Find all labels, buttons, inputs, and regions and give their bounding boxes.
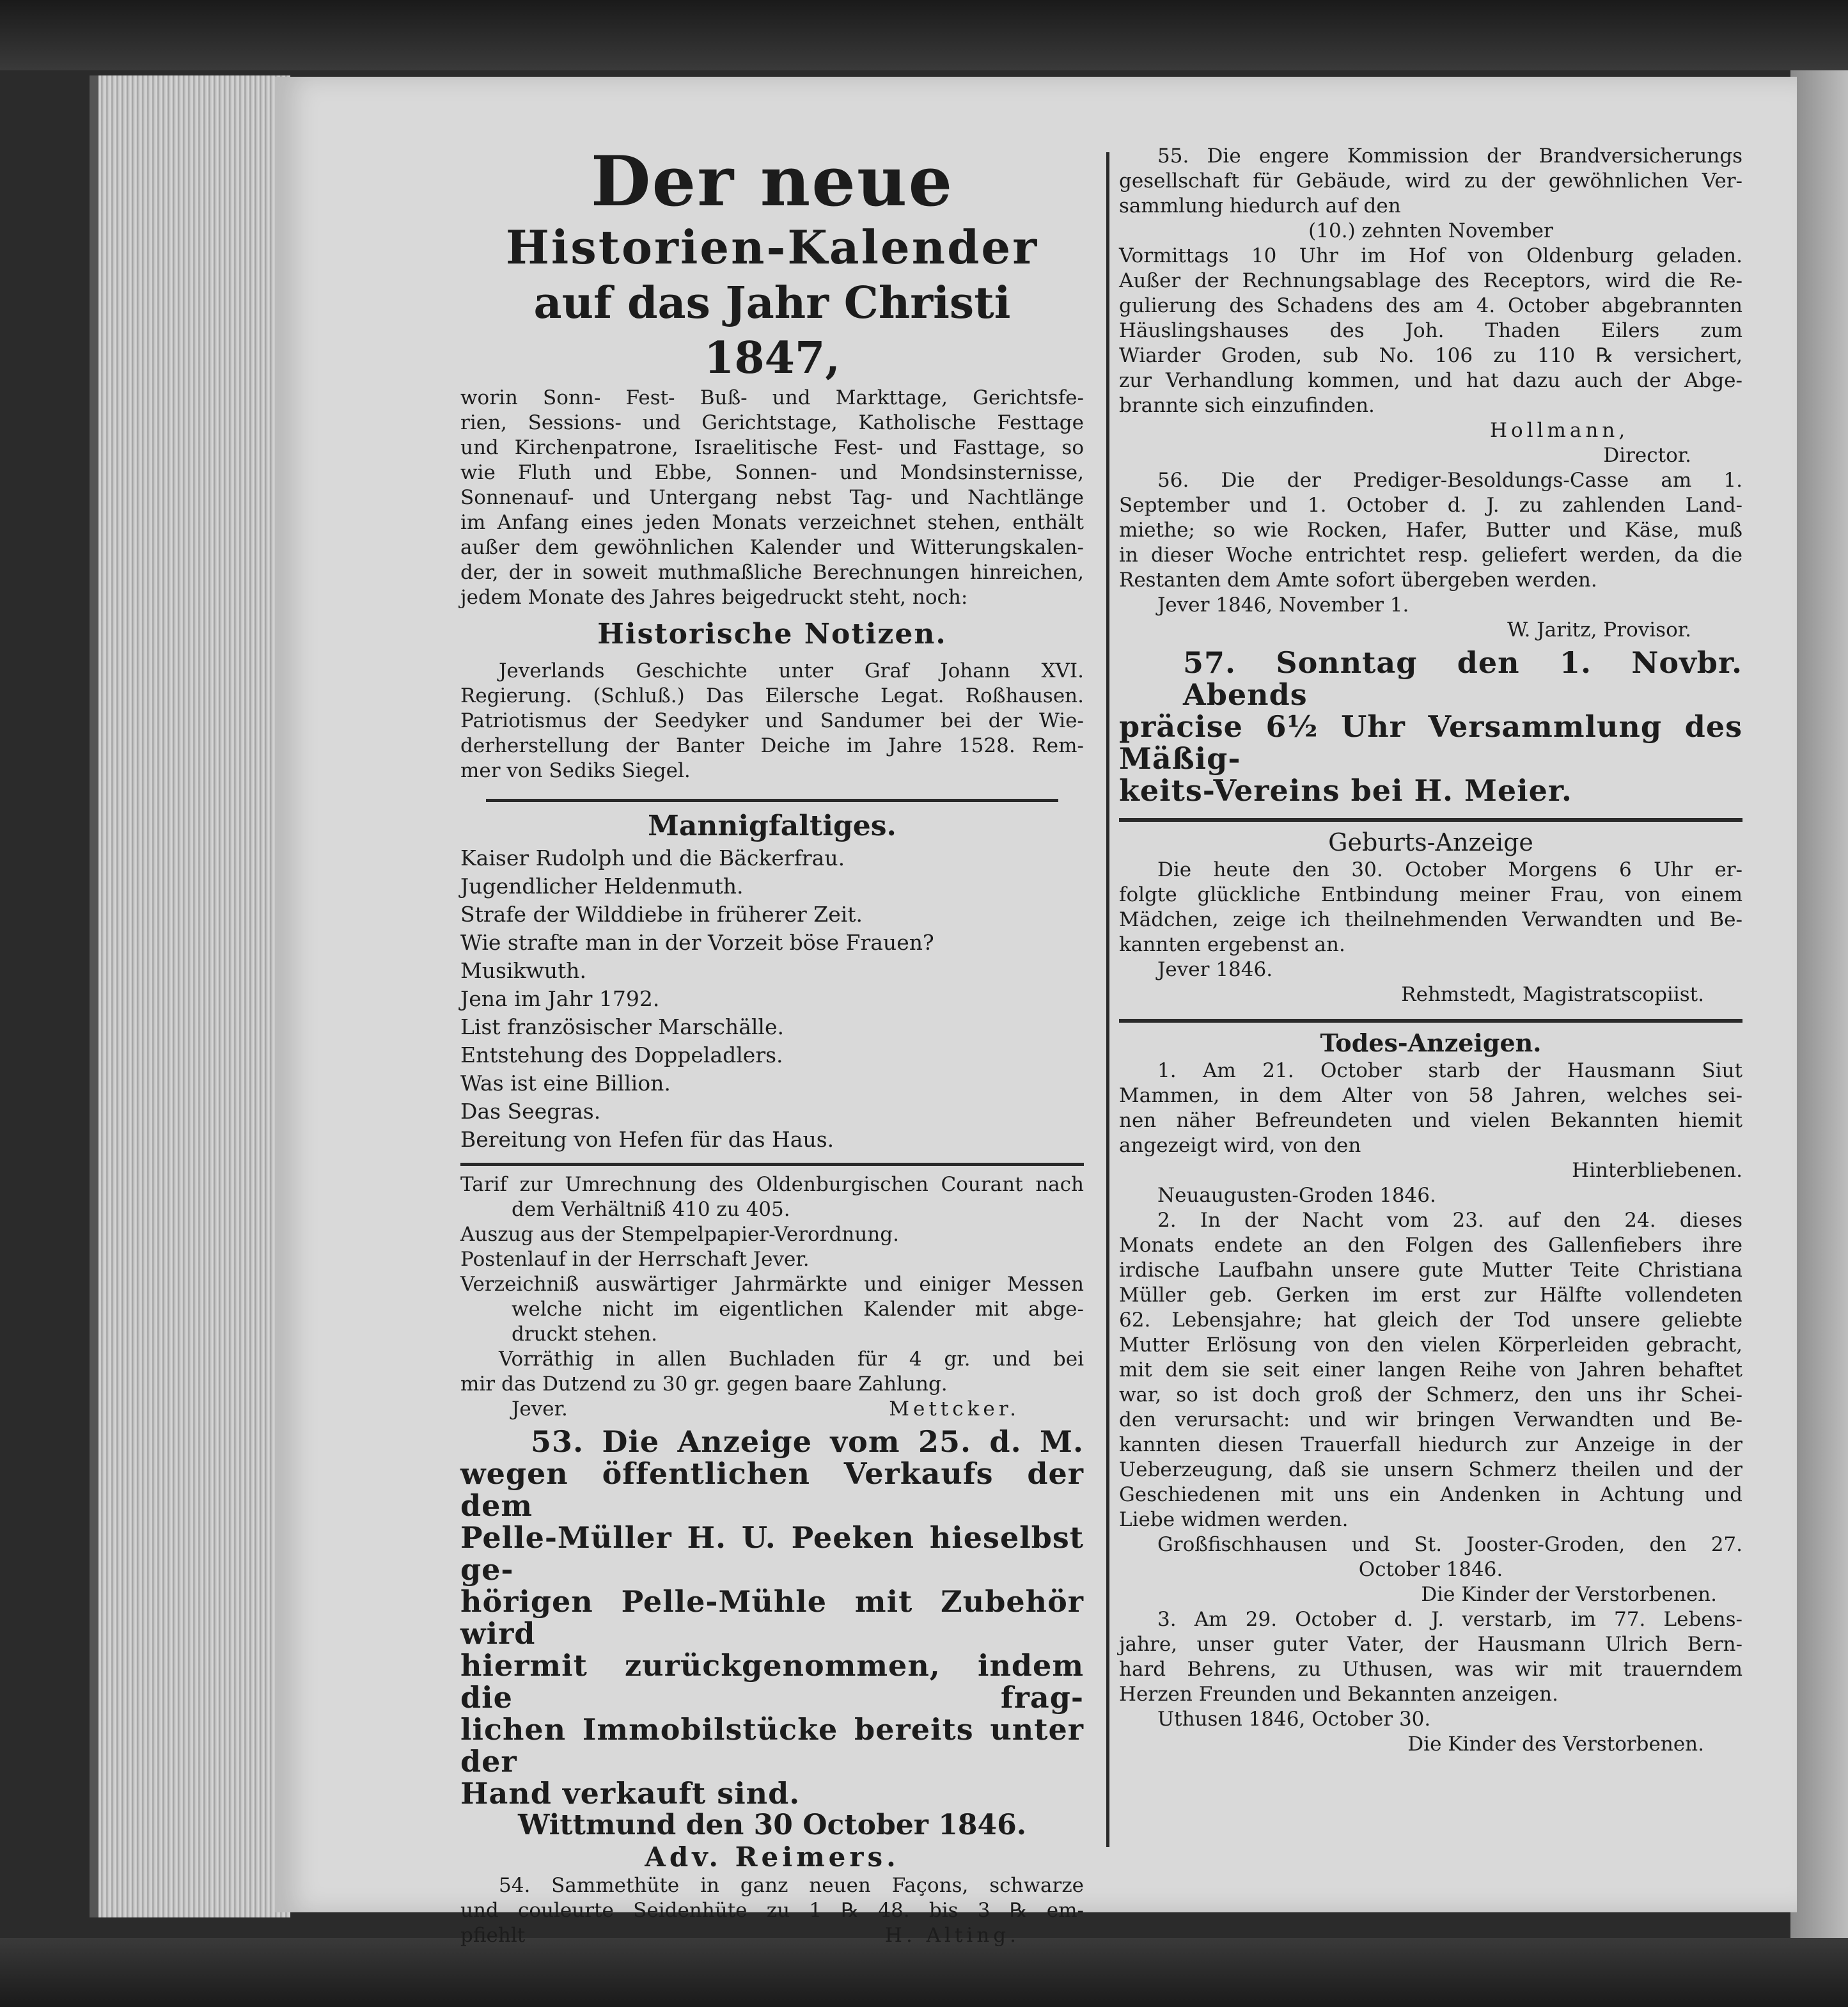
text-line: Mädchen, zeige ich theilnehmenden Verwandten und Be- [1119,908,1742,931]
text-line: worin Sonn- Fest- Buß- und Markttage, Gerichtsfe- [460,386,1084,409]
list-item: Entstehung des Doppeladlers. [460,1043,783,1067]
list-item: Auszug aus der Stempelpapier-Verordnung. [460,1223,899,1246]
scan-background-bottom [0,1938,1848,2007]
text-line: nen näher Befreundeten und vielen Bekannten hiemit [1119,1109,1742,1132]
announcement-date: Jever 1846, November 1. [1157,594,1409,617]
list-item: Strafe der Wilddiebe in früherer Zeit. [460,902,863,927]
text-line: zur Verhandlung kommen, und hat dazu auch der Abge- [1119,369,1742,392]
text-line: mit dem sie seit einer langen Reihe von Jahren behaftet [1119,1358,1742,1381]
scan-background-top [0,0,1848,70]
death-notice-2 [1119,1208,1742,1607]
announcement-signature: Adv. Reimers. [645,1841,900,1873]
text-line: Mutter Erlösung von den vielen Körperleiden gebracht, [1119,1334,1742,1357]
text-line: keits-Vereins bei H. Meier. [1119,773,1572,808]
text-line: Jeverlands Geschichte unter Graf Johann XVI. [499,659,1084,682]
birth-announcement [1119,858,1742,1007]
text-line: September und 1. October d. J. zu zahlenden Land- [1119,494,1742,517]
text-line: jedem Monate des Jahres beigedruckt steht, noch: [460,586,968,609]
text-line: jahre, unser guter Vater, der Hausmann Ulrich Bern- [1119,1633,1742,1656]
signature-row [460,1397,1084,1422]
text-line: wie Fluth und Ebbe, Sonnen- und Mondsinsternisse, [460,461,1084,484]
text-line: hiermit zurückgenommen, indem die frag- [460,1648,1084,1715]
text-line: war, so ist doch groß der Schmerz, den uns ihr Schei- [1119,1383,1742,1406]
misc-list [460,844,1084,1154]
signature-name: Hollmann, [1490,419,1629,442]
text-line: wegen öffentlichen Verkaufs der dem [460,1456,1084,1523]
text-line: 57. Sonntag den 1. Novbr. Abends [1183,645,1742,712]
text-line: Ueberzeugung, daß sie unsern Schmerz theilen und der [1119,1458,1742,1481]
list-item: Musikwuth. [460,958,587,983]
list-item: Jugendlicher Heldenmuth. [460,874,744,899]
text-line: Restanten dem Amte sofort übergeben werden. [1119,569,1597,592]
list-item: Bereitung von Hefen für das Haus. [460,1127,834,1152]
list-item: Kaiser Rudolph und die Bäckerfrau. [460,846,845,870]
text-line: angezeigt wird, von den [1119,1134,1361,1157]
text-line: gulierung des Schadens des am 4. October abgebrannten [1119,294,1742,317]
text-line: hörigen Pelle-Mühle mit Zubehör wird [460,1584,1084,1651]
announcement-date: Wittmund den 30 October 1846. [517,1809,1027,1841]
list-item: welche nicht im eigentlichen Kalender mit abge- [512,1298,1084,1321]
text-line: Geschiedenen mit uns ein Andenken in Achtung und [1119,1483,1742,1506]
death-notice-3 [1119,1607,1742,1757]
announcement-54 [460,1873,1084,1948]
list-item: Was ist eine Billion. [460,1071,671,1096]
text-line: Sonnenauf- und Untergang nebst Tag- und Nachtlänge [460,486,1084,509]
text-line: präcise 6½ Uhr Versammlung des Mäßig- [1119,709,1742,776]
text-line: kannten diesen Trauerfall hiedurch zur Anzeige in der [1119,1433,1742,1456]
signature-row [460,1923,1084,1948]
calendar-title-3: auf das Jahr Christi 1847, [533,278,1011,384]
text-line: mir das Dutzend zu 30 gr. gegen baare Zahlung. [460,1373,948,1396]
text-line: Pelle-Müller H. U. Peeken hieselbst ge- [460,1520,1084,1587]
birth-heading: Geburts-Anzeige [1328,828,1533,856]
section-rule [1119,1019,1742,1023]
signature-name: Die Kinder der Verstorbenen. [1421,1583,1717,1606]
list-item: Tarif zur Umrechnung des Oldenburgischen Courant nach [460,1173,1084,1196]
text-line: Patriotismus der Seedyker und Sandumer bei der Wie- [460,709,1084,732]
death-heading: Todes-Anzeigen. [1320,1028,1542,1057]
text-line: Monats endete an den Folgen des Gallenfiebers ihre [1119,1234,1742,1257]
text-line: Liebe widmen werden. [1119,1508,1349,1531]
text-line: im Anfang eines jeden Monats verzeichnet stehen, enthält [460,511,1084,534]
text-line: 62. Lebensjahre; hat gleich der Tod unsere geliebte [1119,1309,1742,1332]
text-line: 54. Sammethüte in ganz neuen Façons, schwarze [499,1874,1084,1897]
text-line: pfiehlt [460,1924,526,1947]
text-line: der, der in soweit muthmaßliche Berechnungen hinreichen, [460,561,1084,584]
facing-page-edge [1790,70,1848,1938]
section-rule [1119,818,1742,822]
text-line: den verursacht: und wir bringen Verwandten und Be- [1119,1408,1742,1431]
text-line: Regierung. (Schluß.) Das Eilersche Legat. Roßhausen. [460,684,1084,707]
price-note [460,1347,1084,1397]
extra-list [460,1172,1084,1347]
signature-name: H. Alting. [884,1924,1020,1947]
calendar-intro [460,386,1084,610]
announcement-date: Uthusen 1846, October 30. [1157,1708,1431,1731]
text-line: Wiarder Groden, sub No. 106 zu 110 ℞ versichert, [1119,344,1742,367]
meeting-date: (10.) zehnten November [1308,219,1553,242]
announcement-date: Jever 1846. [1157,958,1273,981]
announcement-56 [1119,468,1742,643]
text-line: brannte sich einzufinden. [1119,394,1375,417]
text-line: rien, Sessions- und Gerichtstage, Katholische Festtage [460,411,1084,434]
calendar-title-2: Historien-Kalender [505,220,1039,274]
text-line: sammlung hiedurch auf den [1119,194,1401,217]
text-line: Vormittags 10 Uhr im Hof von Oldenburg geladen. [1119,244,1742,267]
text-line: Vorräthig in allen Buchladen für 4 gr. und bei [499,1348,1084,1371]
list-item: Jena im Jahr 1792. [460,986,660,1011]
signature-name: Rehmstedt, Magistratscopiist. [1401,983,1704,1006]
misc-heading: Mannigfaltiges. [648,810,897,842]
text-line: in dieser Woche entrichtet resp. geliefert werden, da die [1119,544,1742,567]
text-line: kannten ergebenst an. [1119,933,1345,956]
notes-text [460,659,1084,783]
announcement-date: October 1846. [1358,1558,1503,1581]
left-column [460,141,1084,1948]
announcement-date: Neuaugusten-Groden 1846. [1157,1184,1436,1207]
announcement-55 [1119,144,1742,468]
text-line: Müller geb. Gerken im erst zur Hälfte vollendeten [1119,1284,1742,1307]
text-line: folgte glückliche Entbindung meiner Frau, von einem [1119,883,1742,906]
text-line: irdische Laufbahn unsere gute Mutter Teite Christiana [1119,1259,1742,1282]
text-line: Die heute den 30. October Morgens 6 Uhr er- [1157,858,1742,881]
section-rule [460,1163,1084,1166]
text-line: und Kirchenpatrone, Israelitische Fest- und Fasttage, so [460,436,1084,459]
signature-name: Hinterbliebenen. [1572,1159,1742,1182]
announcement-53 [460,1426,1084,1873]
newspaper-page [275,77,1797,1947]
text-line: Mammen, in dem Alter von 58 Jahren, welches sei- [1119,1084,1742,1107]
section-rule [486,799,1058,802]
text-line: 3. Am 29. October d. J. verstarb, im 77. Lebens- [1157,1608,1742,1631]
signature-title: Director. [1603,444,1691,467]
text-line: 55. Die engere Kommission der Brandversicherungs [1157,145,1742,168]
text-line: miethe; so wie Rocken, Hafer, Butter und Käse, muß [1119,519,1742,542]
list-item: Postenlauf in der Herrschaft Jever. [460,1248,810,1271]
signature-name: Die Kinder des Verstorbenen. [1407,1733,1704,1756]
signature-name: Mettcker. [889,1397,1020,1421]
announcement-57 [1119,647,1742,807]
signature-name: W. Jaritz, Provisor. [1507,618,1691,641]
text-line: 1. Am 21. October starb der Hausmann Siut [1157,1059,1742,1082]
column-divider [1106,152,1109,1847]
list-item: dem Verhältniß 410 zu 405. [512,1198,790,1221]
text-line: hard Behrens, zu Uthusen, was wir mit trauerndem [1119,1658,1742,1681]
announcement-place: Großfischhausen und St. Jooster-Groden, den 27. [1157,1533,1742,1556]
notes-heading: Historische Notizen. [597,618,947,650]
death-notice-1 [1119,1059,1742,1208]
signature-place: Jever. [512,1397,568,1421]
text-line: gesellschaft für Gebäude, wird zu der gewöhnlichen Ver- [1119,169,1742,193]
text-line: 53. Die Anzeige vom 25. d. M. [531,1424,1084,1459]
text-line: und couleurte Seidenhüte zu 1 ℞ 48. bis 3 ℞ em- [460,1899,1084,1922]
text-line: 2. In der Nacht vom 23. auf den 24. dieses [1157,1209,1742,1232]
text-line: außer dem gewöhnlichen Kalender und Witterungskalen- [460,536,1084,559]
list-item: druckt stehen. [512,1323,657,1346]
text-line: mer von Sediks Siegel. [460,759,691,782]
text-line: derherstellung der Banter Deiche im Jahre 1528. Rem- [460,734,1084,757]
calendar-title-1: Der neue [590,141,954,222]
text-line: 56. Die der Prediger-Besoldungs-Casse am 1. [1157,469,1742,492]
text-line: Außer der Rechnungsablage des Receptors, wird die Re- [1119,269,1742,292]
text-line: Hand verkauft sind. [460,1776,801,1811]
text-line: Herzen Freunden und Bekannten anzeigen. [1119,1683,1558,1706]
list-item: Verzeichniß auswärtiger Jahrmärkte und einiger Messen [460,1273,1084,1296]
list-item: Wie strafte man in der Vorzeit böse Frauen? [460,930,934,955]
list-item: List französischer Marschälle. [460,1014,784,1039]
text-line: lichen Immobilstücke bereits unter der [460,1712,1084,1779]
list-item: Das Seegras. [460,1099,601,1124]
text-line: Häuslingshauses des Joh. Thaden Eilers zum [1119,319,1742,342]
right-column [1119,144,1742,1757]
book-page-edges [90,75,290,1917]
